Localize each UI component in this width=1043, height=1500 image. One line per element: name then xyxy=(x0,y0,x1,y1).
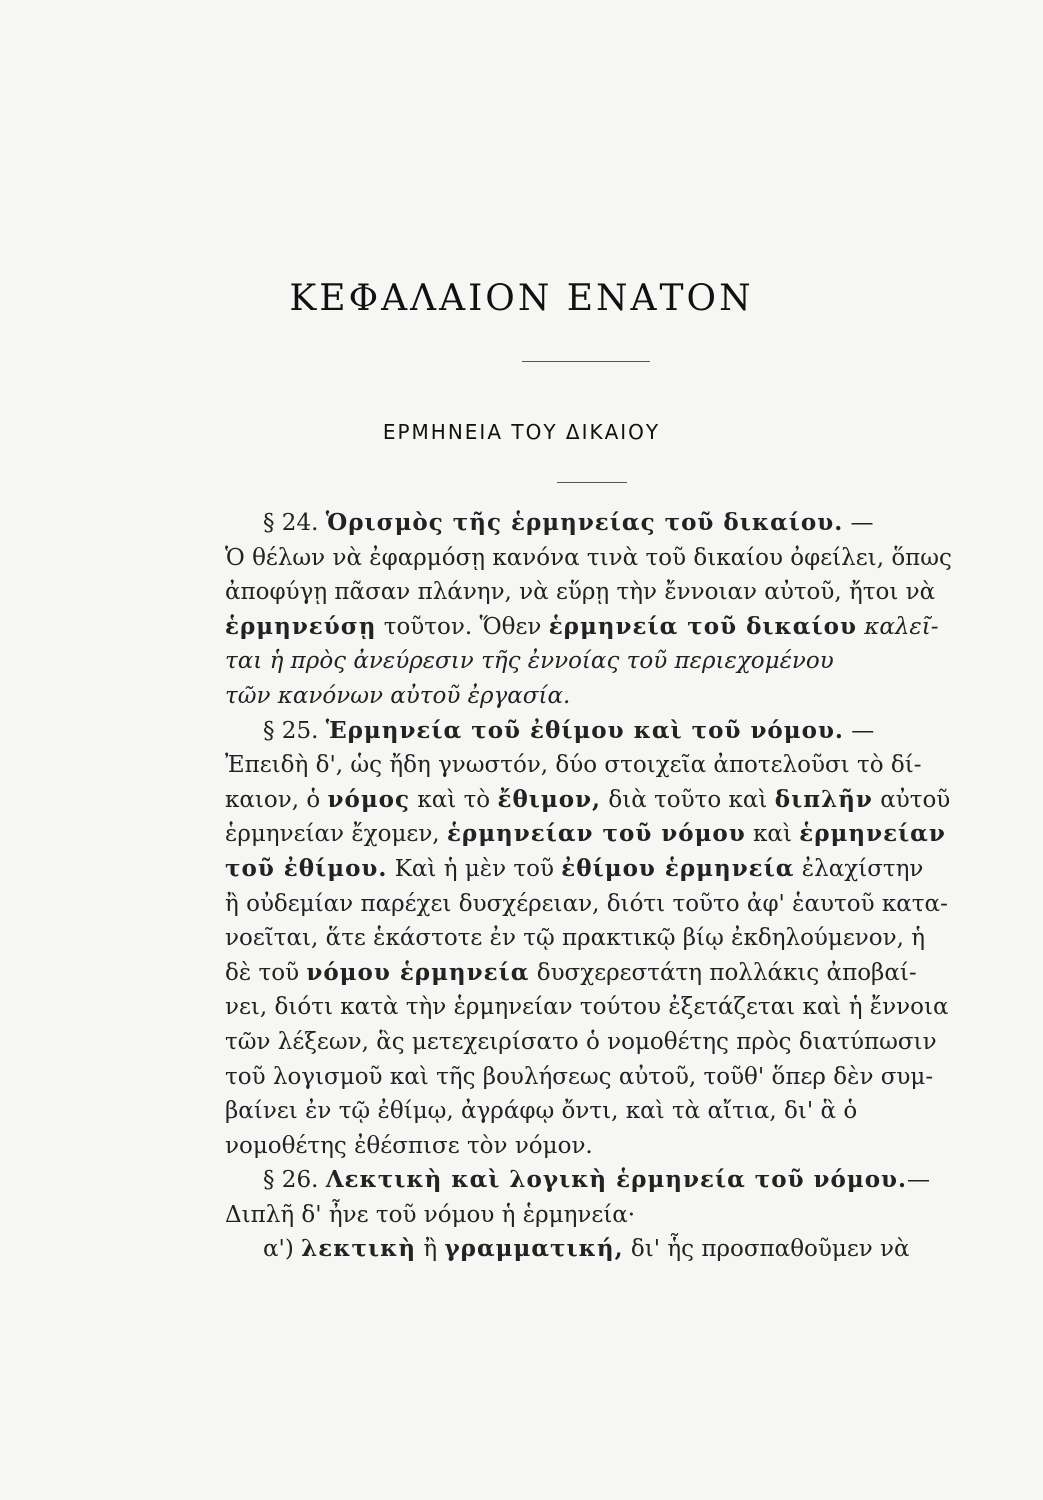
text-run: καὶ xyxy=(745,821,800,848)
emphasis-bold: ἑρμηνεύσῃ xyxy=(225,612,377,640)
text-run: καιον, ὁ xyxy=(225,786,328,813)
text-run: δι' ἧς προσπαθοῦμεν νὰ xyxy=(623,1236,910,1263)
text-run: ἢ xyxy=(416,1236,445,1263)
text-line xyxy=(225,506,937,541)
text-line xyxy=(225,748,937,783)
emphasis-bold: ἑρμηνεία τοῦ δικαίου xyxy=(548,612,857,640)
text-line xyxy=(225,852,937,887)
text-run: δυσχερεστάτη πολλάκις ἀποβαί- xyxy=(529,959,917,986)
emphasis-bold: λεκτικὴ xyxy=(301,1235,417,1263)
text-line xyxy=(225,714,937,749)
section-heading: ΕΡΜΗΝΕΙΑ ΤΟΥ ΔΙΚΑΙΟΥ xyxy=(382,420,661,444)
text-run: α') xyxy=(263,1236,302,1263)
emphasis-bold: νόμος xyxy=(327,785,411,813)
emphasis-bold: Λεκτικὴ καὶ λογικὴ ἑρμηνεία τοῦ νόμου. xyxy=(325,1166,907,1194)
text-run: ἑρμηνείαν ἔχομεν, xyxy=(225,821,447,848)
text-run: δὲ τοῦ xyxy=(225,959,307,986)
text-line xyxy=(225,956,937,991)
emphasis-bold: ἑρμηνείαν τοῦ νόμου xyxy=(446,820,746,848)
text-line xyxy=(225,679,937,714)
text-run: ἐλαχίστην xyxy=(794,855,924,882)
text-run: νει, διότι κατὰ τὴν ἑρμηνείαν τούτου ἐξετάζεται καὶ ἡ ἔννοια xyxy=(225,994,949,1021)
paragraph xyxy=(225,714,951,1164)
text-line xyxy=(225,921,937,956)
text-line xyxy=(225,1129,937,1164)
text-run: § 24. xyxy=(263,510,326,536)
text-line xyxy=(225,644,937,679)
body-text xyxy=(225,506,952,1267)
text-line xyxy=(225,1094,937,1129)
text-line xyxy=(225,1198,937,1233)
chapter-title: ΚΕΦΑΛΑΙΟΝ ΕΝΑΤΟΝ xyxy=(289,278,754,319)
text-line xyxy=(225,990,949,1025)
text-run: τοῦτον. Ὅθεν xyxy=(376,613,549,640)
text-run: τῶν λέξεων, ἃς μετεχειρίσατο ὁ νομοθέτης πρὸς διατύπωσιν xyxy=(225,1028,937,1055)
emphasis-bold: ἑρμηνείαν xyxy=(799,820,946,848)
emphasis-italic: τῶν κανόνων αὐτοῦ ἐργασία. xyxy=(225,682,571,709)
text-run: — xyxy=(907,1167,930,1194)
text-line xyxy=(225,783,951,818)
text-run: τοῦ λογισμοῦ καὶ τῆς βουλήσεως αὐτοῦ, τοῦθ' ὅπερ δὲν συμ- xyxy=(225,1063,934,1090)
text-run: νοεῖται, ἅτε ἑκάστοτε ἐν τῷ πρακτικῷ βίῳ ἐκδηλούμενον, ἡ xyxy=(225,925,925,952)
emphasis-bold: τοῦ ἐθίμου. xyxy=(225,854,388,882)
text-run: Ὁ θέλων νὰ ἐφαρμόσῃ κανόνα τινὰ τοῦ δικαίου ὀφείλει, ὅπως xyxy=(225,544,952,571)
text-run: Ἐπειδὴ δ', ὡς ἤδη γνωστόν, δύο στοιχεῖα ἀποτελοῦσι τὸ δί- xyxy=(225,752,922,779)
paragraph xyxy=(225,1163,937,1267)
text-line xyxy=(225,1060,937,1095)
text-run: ἀποφύγῃ πᾶσαν πλάνην, νὰ εὕρῃ τὴν ἔννοιαν αὐτοῦ, ἤτοι νὰ xyxy=(225,579,936,606)
paragraph xyxy=(225,506,952,714)
text-run: διὰ τοῦτο καὶ xyxy=(601,786,775,813)
text-line xyxy=(225,1025,937,1060)
text-run: ἢ οὐδεμίαν παρέχει δυσχέρειαν, διότι τοῦτο ἀφ' ἑαυτοῦ κατα- xyxy=(225,890,948,917)
emphasis-bold: Ὁρισμὸς τῆς ἑρμηνείας τοῦ δικαίου. xyxy=(325,509,844,536)
text-run: Καὶ ἡ μὲν τοῦ xyxy=(387,855,562,882)
emphasis-italic: ται ἡ πρὸς ἀνεύρεσιν τῆς ἐννοίας τοῦ περιεχομένου xyxy=(225,648,834,675)
text-run: § 25. xyxy=(263,717,326,744)
text-line xyxy=(225,1232,937,1267)
divider xyxy=(522,361,650,362)
text-run: καὶ τὸ xyxy=(410,786,498,813)
emphasis-bold: διπλῆν xyxy=(774,785,873,813)
emphasis-bold: νόμου ἑρμηνεία xyxy=(306,958,530,986)
emphasis-bold: γραμματική, xyxy=(444,1235,624,1263)
divider xyxy=(557,482,627,483)
text-run: § 26. xyxy=(263,1167,326,1194)
text-line xyxy=(225,541,952,576)
text-run: Διπλῆ δ' ἦνε τοῦ νόμου ἡ ἑρμηνεία· xyxy=(225,1201,636,1228)
emphasis-bold: ἐθίμου ἑρμηνεία xyxy=(561,854,795,882)
text-line xyxy=(225,575,937,610)
text-line xyxy=(225,887,948,922)
emphasis-bold: Ἑρμηνεία τοῦ ἐθίμου καὶ τοῦ νόμου. xyxy=(325,716,844,744)
text-line xyxy=(225,1163,937,1198)
text-line xyxy=(225,817,946,852)
text-run: νομοθέτης ἐθέσπισε τὸν νόμον. xyxy=(225,1132,593,1159)
emphasis-italic: καλεῖ- xyxy=(856,613,939,640)
text-run: — xyxy=(843,717,875,744)
text-run: βαίνει ἐν τῷ ἐθίμῳ, ἀγράφῳ ὄντι, καὶ τὰ αἴτια, δι' ἃ ὁ xyxy=(225,1098,858,1125)
text-run: αὐτοῦ xyxy=(872,786,951,813)
text-line xyxy=(225,610,937,645)
emphasis-bold: ἔθιμον, xyxy=(497,785,602,813)
text-run: — xyxy=(843,510,874,536)
